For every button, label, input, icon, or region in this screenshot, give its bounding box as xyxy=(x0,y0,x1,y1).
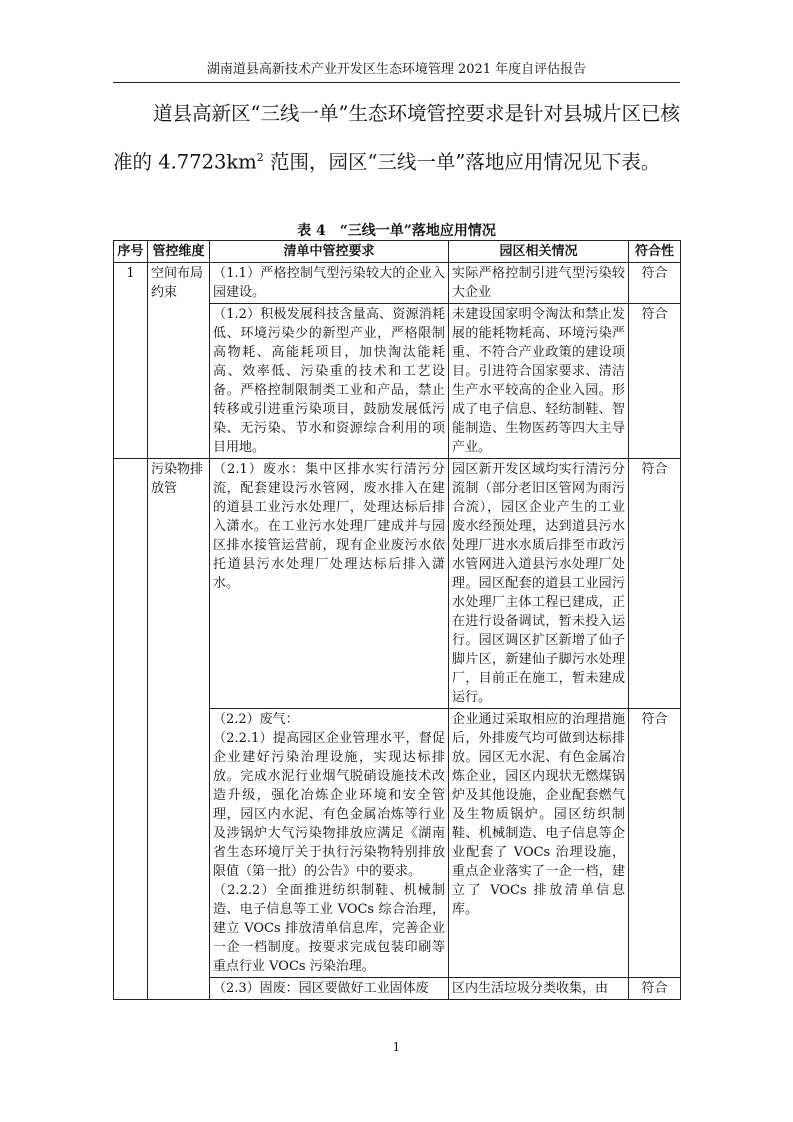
group-number xyxy=(114,459,148,1000)
table-row xyxy=(114,263,681,304)
compliance-cell: 符合 xyxy=(629,709,681,978)
requirement-cell: （2.3）固废：园区要做好工业固体废 xyxy=(210,978,449,1000)
group-number: 1 xyxy=(114,263,148,459)
page-header xyxy=(113,58,680,83)
group-dimension: 污染物排放管 xyxy=(148,459,210,1000)
header-no: 序号 xyxy=(114,241,148,263)
requirement-cell: （1.2）积极发展科技含量高、资源消耗低、环境污染少的新型产业，严格限制高物耗、高能耗项目，加快淘汰能耗高、效率低、污染重的技术和工艺设备。严格控制限制类工业和产品，禁止转移或引进重污染项目，鼓励发展低污染、无污染、节水和资源综合利用的项目用地。 xyxy=(210,304,449,459)
intro-text-after: 范围，园区“三线一单”落地应用情况见下表。 xyxy=(263,150,661,174)
header-title: 湖南道县高新技术产业开发区生态环境管理 2021 年度自评估报告 xyxy=(206,62,587,77)
situation-cell: 区内生活垃圾分类收集，由 xyxy=(449,978,629,1000)
table-row xyxy=(114,459,681,709)
header-compliance: 符合性 xyxy=(629,241,681,263)
header-requirement: 清单中管控要求 xyxy=(210,241,449,263)
compliance-cell: 符合 xyxy=(629,263,681,304)
compliance-cell: 符合 xyxy=(629,304,681,459)
group-dimension: 空间布局约束 xyxy=(148,263,210,459)
intro-text-before: 道县高新区“三线一单”生态环境管控要求是针对县城片区已核准的 4.7723km xyxy=(113,102,680,174)
table-title: 表 4 “三线一单”落地应用情况 xyxy=(297,223,496,239)
intro-superscript: 2 xyxy=(256,151,264,164)
header-dimension: 管控维度 xyxy=(148,241,210,263)
table-header-row xyxy=(114,241,681,263)
compliance-cell: 符合 xyxy=(629,459,681,709)
intro-paragraph xyxy=(113,92,680,185)
situation-cell: 园区新开发区域均实行清污分流制（部分老旧区管网为雨污合流），园区企业产生的工业废水经预处理，达到道县污水处理厂进水水质后排至市政污水管网进入道县污水处理厂处理。园区配套的道县工业园污水处理厂主体工程已建成，正在进行设备调试，暂未投入运行。园区调区扩区新增了仙子脚片区，新建仙子脚污水处理厂，目前正在施工，暂未建成运行。 xyxy=(449,459,629,709)
situation-cell: 未建设国家明令淘汰和禁止发展的能耗物耗高、环境污染严重、不符合产业政策的建设项目。引进符合国家要求、清洁生产水平较高的企业入园。形成了电子信息、轻纺制鞋、智能制造、生物医药等四大主导产业。 xyxy=(449,304,629,459)
compliance-cell: 符合 xyxy=(629,978,681,1000)
requirement-cell: （2.2）废气： （2.2.1）提高园区企业管理水平，督促企业建好污染治理设施，实现达标排放。完成水泥行业烟气脱硝设施技术改造升级，强化冶炼企业环境和安全管理，园区内水泥、有色金属冶炼等行业及涉锅炉大气污染物排放应满足《湖南省生态环境厅关于执行污染物特别排放限值（第一批）的公告》中的要求。 （2.2.2）全面推进纺织制鞋、机械制造、电子信息等工业 VOCs 综合治理，建立 VOCs 排放清单信息库，完善企业一企一档制度。按要求完成包装印刷等重点行业 VOCs 污染治理。 xyxy=(210,709,449,978)
situation-cell: 企业通过采取相应的治理措施后，外排废气均可做到达标排放。园区无水泥、有色金属冶炼企业，园区内现状无燃煤锅炉及其他设施，企业配套燃气及生物质锅炉。园区纺织制鞋、机械制造、电子信息等企业配套了 VOCs 治理设施，重点企业落实了一企一档，建立了 VOCs 排放清单信息库。 xyxy=(449,709,629,978)
header-situation: 园区相关情况 xyxy=(449,241,629,263)
page-number: 1 xyxy=(392,1040,401,1054)
requirement-cell: （2.1）废水：集中区排水实行清污分流，配套建设污水管网，废水排入在建的道县工业污水处理厂，处理达标后排入潇水。在工业污水处理厂建成并与园区排水接管运营前，现有企业废污水依托道县污水处理厂处理达标后排入潇水。 xyxy=(210,459,449,709)
situation-cell: 实际严格控制引进气型污染较大企业 xyxy=(449,263,629,304)
requirement-cell: （1.1）严格控制气型污染较大的企业入园建设。 xyxy=(210,263,449,304)
compliance-table xyxy=(113,240,681,1000)
